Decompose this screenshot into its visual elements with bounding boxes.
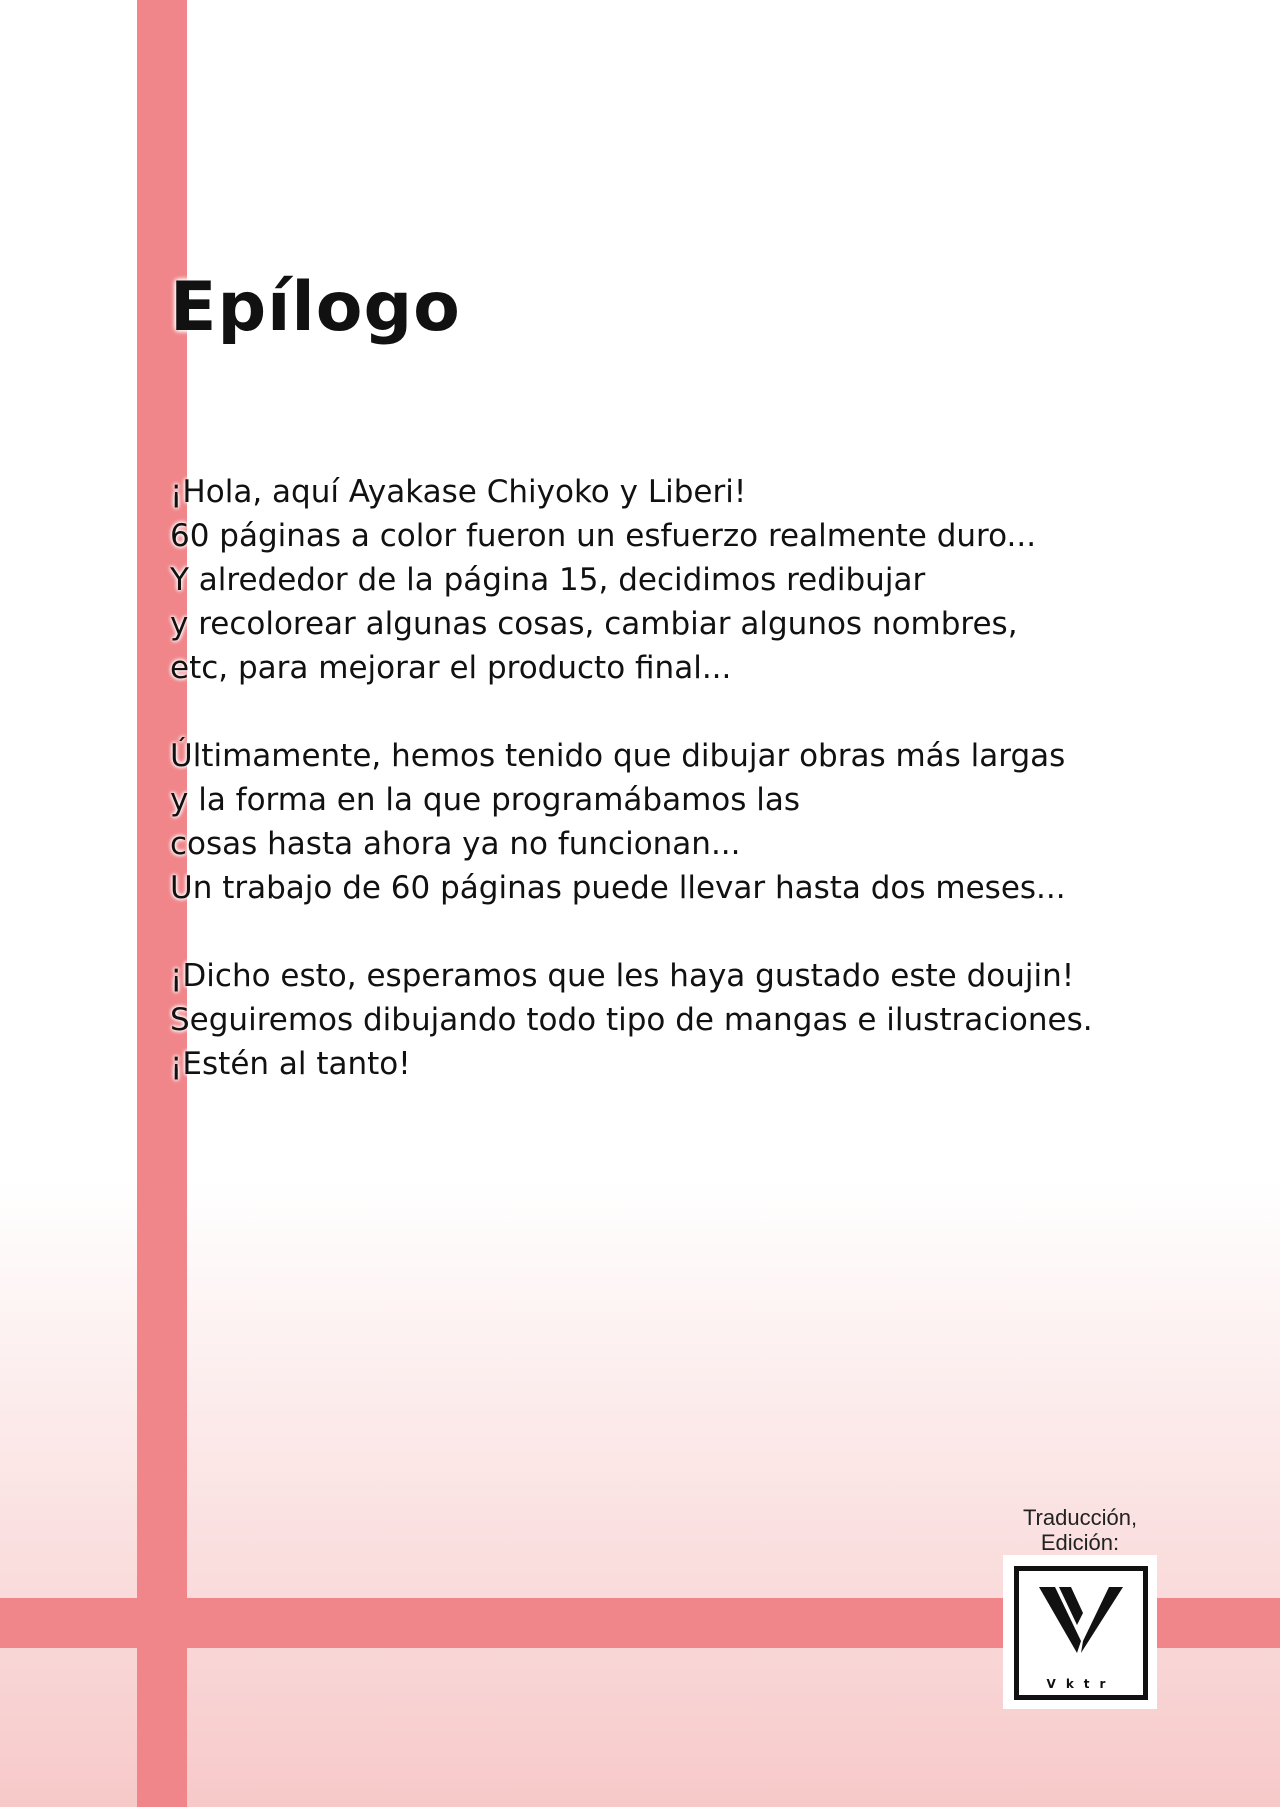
paragraph-2	[170, 734, 1093, 910]
epilogue-body	[170, 470, 1093, 1130]
credit-label-line1: Traducción,	[1022, 1505, 1138, 1530]
text-line: ¡Estén al tanto!	[170, 1046, 411, 1082]
page-title: Epílogo	[170, 268, 461, 347]
text-line: Seguiremos dibujando todo tipo de mangas e ilustraciones.	[170, 1002, 1093, 1038]
text-line: y la forma en la que programábamos las	[170, 782, 801, 818]
vktr-logo-icon	[1037, 1583, 1125, 1661]
text-line: Y alrededor de la página 15, decidimos redibujar	[170, 562, 926, 598]
paragraph-1	[170, 470, 1093, 690]
text-line: y recolorear algunas cosas, cambiar algunos nombres,	[170, 606, 1018, 642]
logo-text: Vktr	[1046, 1677, 1116, 1691]
paragraph-3	[170, 954, 1093, 1086]
text-line: etc, para mejorar el producto final...	[170, 650, 732, 686]
text-line: cosas hasta ahora ya no funcionan...	[170, 826, 741, 862]
credit-label-line2: Edición:	[1040, 1530, 1120, 1555]
text-line: ¡Dicho esto, esperamos que les haya gustado este doujin!	[170, 958, 1075, 994]
vktr-logo	[1003, 1555, 1157, 1709]
text-line: ¡Hola, aquí Ayakase Chiyoko y Liberi!	[170, 474, 747, 510]
text-line: Últimamente, hemos tenido que dibujar obras más largas	[170, 738, 1066, 774]
credit-label	[990, 1505, 1170, 1555]
text-line: Un trabajo de 60 páginas puede llevar hasta dos meses...	[170, 870, 1066, 906]
logo-frame	[1014, 1566, 1148, 1700]
text-line: 60 páginas a color fueron un esfuerzo realmente duro...	[170, 518, 1037, 554]
